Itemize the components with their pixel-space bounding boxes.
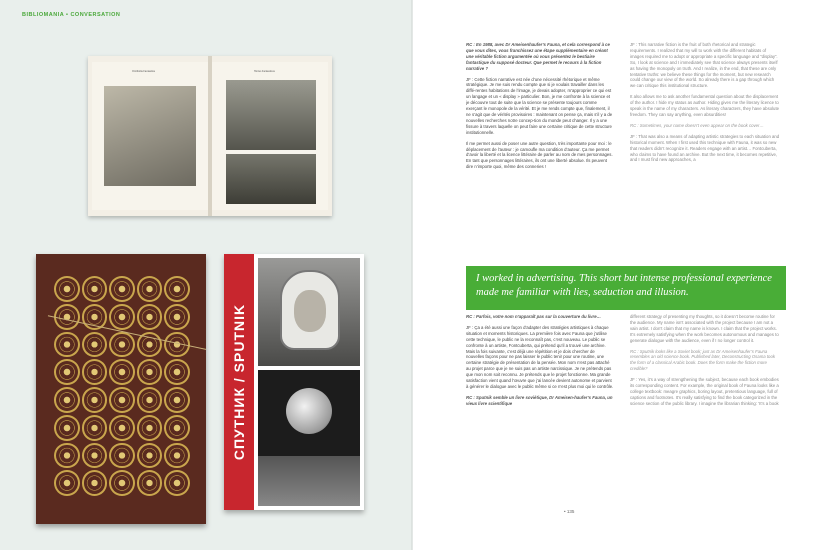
lace-pattern xyxy=(54,276,190,496)
answer-paragraph: JF : Yes, it’s a way of strengthening the subject, because each book embodies its corresponding content. For example, the original book of Fauna looks like a college textbook: meagre graphics, boring layout, pretentious language, full of captions and footnotes. It’s really satisfying to find the book categorized in the science section of the public library. I imagine the librarian thinking: ‘It’s a book xyxy=(630,377,779,406)
open-book-left-page xyxy=(92,62,208,210)
moon-image xyxy=(286,388,332,434)
plant-photo-image xyxy=(226,80,316,150)
moon-photo xyxy=(258,370,360,506)
running-head: BIBLIOMANIA • CONVERSATION xyxy=(22,12,121,18)
text-column-en-top xyxy=(630,42,780,264)
bird-engraving-image xyxy=(104,86,196,186)
plant-photo-image-2 xyxy=(226,154,316,204)
open-book-caption-left: Ornitholia Fantastica xyxy=(132,70,155,73)
page-number: • 135 xyxy=(564,509,575,514)
horizon-image xyxy=(258,456,360,506)
question-paragraph: RC : Sputnik semble un livre soviétique, Dr Ameisen-haufer’s Fauna, un vieux livre scientifique xyxy=(466,394,613,406)
answer-paragraph: different strategy of presenting my thoughts, so it doesn’t become routine for the audience. My name isn’t associated with the project because I am not a vain artist. I don’t claim that my name is known. I claim that the project works. It’s extremely satisfying when the work becomes autonomous and manages to generate dialogue with the audience, even if I no longer control it. xyxy=(630,314,779,343)
sputnik-red-band xyxy=(224,254,254,510)
question-paragraph: RC : Sometimes, your name doesn’t even appear on the book cover… xyxy=(630,122,764,128)
pull-quote-text: I worked in advertising. This short but intense professional experience made me familiar with lies, seduction and illusion. xyxy=(476,273,772,298)
open-book-right-page xyxy=(212,62,328,210)
question-paragraph: RC : Parfois, votre nom n’apparaît pas sur la couverture du livre… xyxy=(466,314,601,319)
sputnik-title: СПУТНИК / SPUTNIK xyxy=(231,303,247,461)
question-paragraph: RC : Sputnik looks like a Soviet book; just as Dr Ameisenhaufer’s Fauna resembles an old science book. Published later, Deconstructing Osama took the form of a classical Arabic book. Does the form make the fiction more credible? xyxy=(630,348,775,372)
face-image xyxy=(294,290,326,332)
text-column-fr-bottom xyxy=(466,314,614,504)
text-column-fr-top xyxy=(466,42,614,264)
text-column-en-bottom xyxy=(630,314,780,504)
answer-paragraph: JF : That was also a means of adapting artistic strategies to each situation and historical moment. When I first used this technique with Fauna, it was so new that readers didn’t recognize it. Readers engage with an artist… Fontcuberta, who claims to have found an archive. But the next time, it becomes repetitive, and I must find new approaches, a xyxy=(630,133,780,163)
cosmonaut-photo xyxy=(258,258,360,366)
pull-quote-banner xyxy=(466,266,786,310)
answer-paragraph: Il me permet aussi de poser une autre question, très importante pour moi : le déplacement de l’auteur : je camoufle ma condition d’auteur. Ça me permet d’avoir la liberté et la licence littéraire de parler au nom de mes personnages. En tant que personnages littéraires, ils ont une liberté absolue. Ils peuvent dire n’importe quoi, même des conneries ! xyxy=(466,140,613,170)
answer-paragraph: JF : Cette fiction narrative est née d’une nécessité rhétorique et même stratégique. Je me suis rendu compte que si je voulais travailler dans les diffé-rentes habitations de l’image, je devais adopter, m’approprier ce qui est un langage et un « display » particulier. Bon, je me confronte à la science et je découvre tout de suite que la science se présente toujours comme exerçant le monopole de la vérité. Et je me rends compte que, finalement, il ne s’agit que de vérités provisoires : maintenant on pense ça, mais s’il y a de nouvelles recherches notre concep-tion du monde peut changer. Il y a une fissure à travers laquelle on peut faire une certaine critique de cette structure institutionnelle. xyxy=(466,76,613,135)
answer-paragraph: JF : This narrative fiction is the fruit of both rhetorical and strategic requirements. I realized that my will to work with the different habitats of images required me to adopt or appropriate a specific language and “display”. So, I look at science and I immediately see that science always presents itself as having the monopoly on truth. And I realize, in the end, that these are only tentative truths: we believe these things for the moment, but new research could change our view of the world. So already there is a gap through which we can critique this institutional structure. xyxy=(630,42,778,89)
question-paragraph: RC : En 1988, avec Dr Ameisenhaufer’s Fauna, et cela correspond à ce que vous dites, vous franchissez une étape supplémentaire en créant une véritable fiction argumentée où vous présentez le bestiaire fantastique du supposé docteur. Que permet le recours à la fiction narrative ? xyxy=(466,42,610,71)
sputnik-book-photo xyxy=(224,254,364,510)
open-book-photo xyxy=(88,56,332,216)
answer-paragraph: JF : Ça a été aussi une façon d’adapter des stratégies artistiques à chaque situation et moments historiques. La première fois avec Fauna que j’utilise cette technique, le public ne la reconnaît pas, c’est nouveau. Le public se confronte à un artiste, Fontcuberta, qui prétend qu’il a trouvé une archive. Mais la fois suivante, c’est déjà une répétition et je dois chercher de nouvelles façons pour ne pas laisser le public tenir pour une routine, une certaine stratégie de présentation de la pensée. Mon nom n’est pas attaché au projet parce que je ne suis pas un artiste narcissique. Je ne prétends pas que mon nom soit reconnu. Je prétends que le projet fonctionne. Ma grande satisfaction vient quand l’œuvre que j’ai lancée devient autonome et parvient à générer le dialogue avec le public même si ce n’est plus moi qui le contrôle. xyxy=(466,324,614,389)
open-book-caption-right: Hortus Fantasticus xyxy=(254,70,275,73)
answer-paragraph: It also allows me to ask another fundamental question about the displacement of the author. I hide my status as author. Hiding gives me the literary licence to speak in the name of my characters. As literary characters, they have absolute freedom. They can say anything, even absurdities! xyxy=(630,94,780,117)
lace-book-photo xyxy=(36,254,206,524)
